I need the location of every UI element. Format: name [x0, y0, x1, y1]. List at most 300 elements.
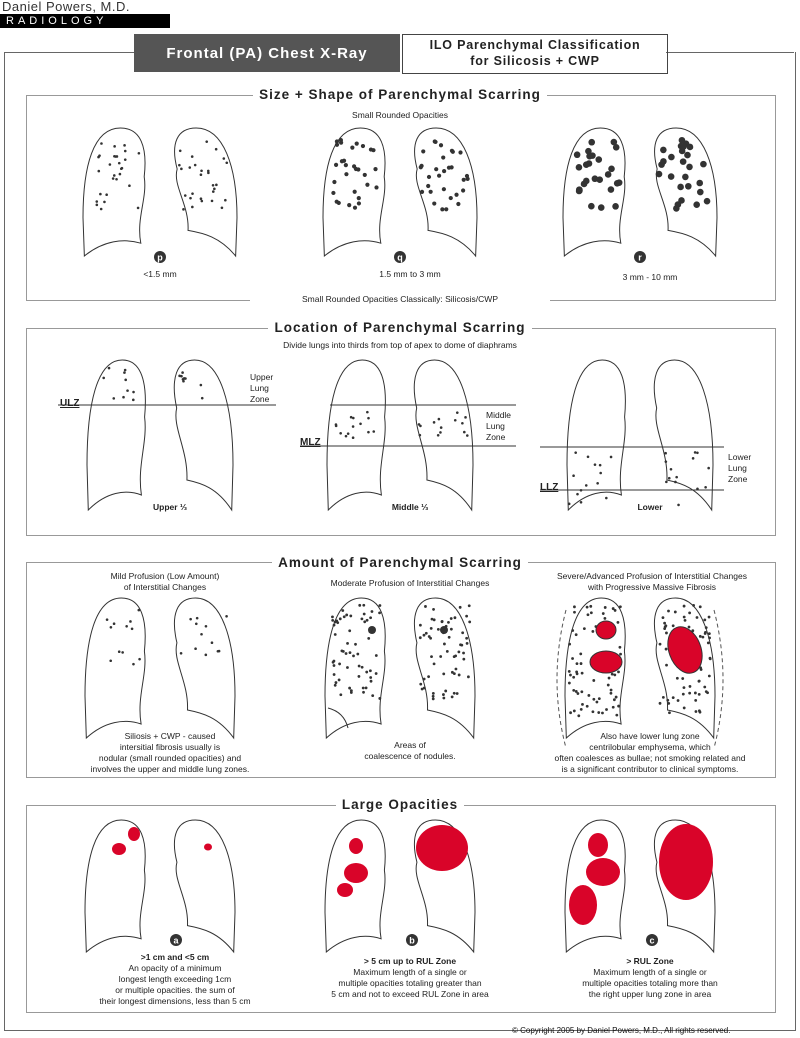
nodule-dot [423, 678, 426, 681]
small-opacity-dot [95, 200, 98, 203]
nodule-dot [448, 636, 451, 639]
small-opacity-dot [605, 171, 612, 178]
nodule-dot [709, 657, 712, 660]
nodule-dot [453, 692, 456, 695]
nodule-dot [432, 698, 435, 701]
nodule-dot [451, 695, 454, 698]
nodule-dot [334, 621, 337, 624]
nodule-dot [352, 425, 355, 428]
nodule-dot [465, 637, 468, 640]
nodule-dot [338, 679, 341, 682]
nodule-dot [211, 641, 214, 644]
nodule-dot [361, 666, 364, 669]
nodule-dot [708, 616, 711, 619]
nodule-dot [442, 672, 445, 675]
nodule-dot [665, 460, 668, 463]
nodule-dot [468, 620, 471, 623]
large-note-b: > 5 cm up to RUL Zone Maximum length of a single or multiple opacities totaling greater than 5 cm and not to exceed RUL Zone in area [331, 956, 489, 999]
nodule-dot [331, 619, 334, 622]
small-opacity-dot [331, 191, 335, 195]
small-opacity-dot [421, 149, 425, 153]
nodule-dot [200, 633, 203, 636]
nodule-dot [572, 676, 575, 679]
nodule-dot [189, 618, 192, 621]
nodule-dot [333, 624, 336, 627]
small-opacity-dot [180, 168, 183, 171]
small-opacity-dot [668, 154, 675, 161]
nodule-dot [365, 686, 368, 689]
right-lung-outline [567, 360, 625, 510]
badge-c-letter: c [649, 935, 655, 946]
nodule-dot [348, 629, 351, 632]
small-opacity-dot [429, 190, 433, 194]
small-opacity-dot [697, 189, 704, 196]
nodule-dot [183, 377, 186, 380]
nodule-dot [428, 635, 431, 638]
nodule-dot [458, 674, 461, 677]
large-opacity [586, 858, 620, 886]
pleural-outline [557, 610, 566, 748]
nodule-dot [705, 626, 708, 629]
small-opacity-dot [335, 143, 339, 147]
small-opacity-dot [687, 144, 694, 151]
copyright-notice: © Copyright 2005 by Daniel Powers, M.D., All rights reserved. [512, 1026, 731, 1035]
nodule-dot [708, 636, 711, 639]
small-opacity-dot [215, 184, 218, 187]
nodule-dot [617, 705, 620, 708]
small-opacity-dot [353, 206, 357, 210]
small-opacity-dot [680, 143, 687, 150]
nodule-dot [596, 482, 599, 485]
nodule-dot [345, 652, 348, 655]
nodule-dot [461, 631, 464, 634]
nodule-dot [343, 615, 346, 618]
nodule-dot [102, 377, 105, 380]
nodule-dot [433, 662, 436, 665]
nodule-dot [586, 606, 589, 609]
small-opacity-dot [441, 155, 445, 159]
nodule-dot [423, 634, 426, 637]
nodule-dot [442, 697, 445, 700]
small-opacity-dot [194, 164, 197, 167]
nodule-dot [659, 702, 662, 705]
nodule-dot [576, 692, 579, 695]
subtitle-line-2: for Silicosis + CWP [470, 54, 600, 68]
nodule-dot [225, 615, 228, 618]
small-opacity-dot [365, 183, 369, 187]
small-opacity-dot [677, 184, 684, 191]
nodule-dot [684, 619, 687, 622]
badge-p-letter: p [157, 252, 163, 263]
small-opacity-dot [361, 144, 365, 148]
nodule-dot [358, 604, 361, 607]
small-opacity-dot [458, 150, 462, 154]
nodule-dot [369, 616, 372, 619]
nodule-dot [573, 710, 576, 713]
large-opacity [344, 863, 368, 883]
nodule-dot [181, 371, 184, 374]
nodule-dot [109, 659, 112, 662]
small-opacity-dot [112, 177, 115, 180]
nodule-dot [674, 481, 677, 484]
nodule-dot [604, 617, 607, 620]
amount-heading-moderate: Moderate Profusion of Interstitial Changes [330, 578, 490, 588]
nodule-dot [594, 463, 597, 466]
nodule-dot [672, 696, 675, 699]
location-caption-lower: Lower [637, 502, 663, 512]
nodule-dot [182, 380, 185, 383]
small-opacity-dot [224, 199, 227, 202]
nodule-dot [611, 673, 614, 676]
small-opacity-dot [205, 140, 208, 143]
nodule-dot [180, 375, 183, 378]
nodule-dot [112, 397, 115, 400]
size-section-title: Size + Shape of Parenchymal Scarring [0, 87, 800, 102]
small-opacity-dot [98, 154, 101, 157]
nodule-dot [586, 705, 589, 708]
small-opacity-dot [696, 180, 703, 187]
nodule-dot [358, 665, 361, 668]
small-opacity-dot [668, 173, 675, 180]
small-opacity-dot [344, 163, 348, 167]
nodule-dot [124, 369, 127, 372]
nodule-dot [443, 643, 446, 646]
right-lung-outline [85, 598, 145, 738]
small-opacity-dot [207, 172, 210, 175]
badge-q-letter: q [397, 252, 403, 263]
small-opacity-dot [113, 145, 116, 148]
zone-label-middle: Middle Lung Zone [486, 410, 512, 442]
nodule-dot [346, 666, 349, 669]
zone-label-upper: Upper Lung Zone [250, 372, 274, 404]
small-opacity-dot [440, 207, 444, 211]
nodule-dot [599, 464, 602, 467]
small-opacity-dot [337, 201, 341, 205]
nodule-dot [346, 642, 349, 645]
nodule-dot [331, 615, 334, 618]
nodule-dot [587, 694, 590, 697]
nodule-dot [696, 616, 699, 619]
nodule-dot [345, 435, 348, 438]
nodule-dot [591, 630, 594, 633]
nodule-dot [121, 651, 124, 654]
nodule-dot [708, 632, 711, 635]
small-opacity-dot [439, 143, 443, 147]
nodule-dot [118, 650, 121, 653]
small-opacity-dot [344, 172, 348, 176]
small-opacity-dot [454, 193, 458, 197]
small-opacity-dot [357, 196, 361, 200]
nodule-dot [707, 641, 710, 644]
small-opacity-dot [109, 163, 112, 166]
nodule-dot [195, 622, 198, 625]
nodule-dot [367, 431, 370, 434]
nodule-dot [467, 675, 470, 678]
nodule-dot [124, 379, 127, 382]
size-top-caption: Small Rounded Opacities [352, 110, 448, 120]
nodule-dot [592, 679, 595, 682]
department-label: RADIOLOGY [0, 14, 170, 28]
nodule-dot [703, 686, 706, 689]
nodule-dot [442, 693, 445, 696]
small-opacity-dot [588, 139, 595, 146]
small-opacity-dot [679, 137, 686, 144]
nodule-dot [576, 493, 579, 496]
nodule-dot [568, 643, 571, 646]
nodule-dot [668, 477, 671, 480]
nodule-dot [674, 611, 677, 614]
nodule-dot [334, 633, 337, 636]
nodule-dot [349, 615, 352, 618]
nodule-dot [681, 677, 684, 680]
small-opacity-dot [585, 148, 592, 155]
nodule-dot [439, 655, 442, 658]
nodule-dot [571, 657, 574, 660]
nodule-dot [138, 658, 141, 661]
nodule-dot [465, 615, 468, 618]
nodule-dot [694, 692, 697, 695]
small-opacity-dot [200, 197, 203, 200]
nodule-dot [338, 663, 341, 666]
amount-section-title: Amount of Parenchymal Scarring [0, 555, 800, 570]
nodule-dot [108, 367, 111, 370]
badge-b-letter: b [409, 935, 415, 946]
nodule-dot [694, 699, 697, 702]
nodule-dot [569, 674, 572, 677]
nodule-dot [432, 695, 435, 698]
nodule-dot [348, 687, 351, 690]
nodule-dot [350, 416, 353, 419]
nodule-dot [605, 497, 608, 500]
nodule-dot [419, 636, 422, 639]
nodule-dot [619, 646, 622, 649]
nodule-dot [379, 604, 382, 607]
nodule-dot [665, 648, 668, 651]
nodule-dot [455, 668, 458, 671]
small-opacity-dot [350, 146, 354, 150]
nodule-dot [574, 451, 577, 454]
nodule-dot [668, 711, 671, 714]
nodule-dot [441, 620, 444, 623]
nodule-dot [137, 609, 140, 612]
nodule-dot [359, 423, 362, 426]
small-opacity-dot [596, 176, 603, 183]
pleural-outline [714, 610, 723, 748]
small-opacity-dot [353, 190, 357, 194]
small-opacity-dot [700, 161, 707, 168]
nodule-dot [683, 686, 686, 689]
nodule-dot [663, 622, 666, 625]
nodule-dot [583, 627, 586, 630]
nodule-dot [573, 611, 576, 614]
nodule-dot [664, 624, 667, 627]
small-opacity-dot [656, 171, 663, 178]
nodule-dot [569, 711, 572, 714]
small-opacity-dot [212, 190, 215, 193]
nodule-dot [615, 714, 618, 717]
nodule-dot [457, 650, 460, 653]
nodule-dot [580, 690, 583, 693]
small-opacity-dot [419, 165, 423, 169]
nodule-dot [613, 673, 616, 676]
right-lung-outline [87, 360, 145, 510]
small-opacity-dot [612, 203, 619, 210]
nodule-dot [369, 676, 372, 679]
large-opacity [416, 825, 468, 871]
small-opacity-dot [179, 150, 182, 153]
small-opacity-dot [103, 201, 106, 204]
nodule-dot [419, 683, 422, 686]
amount-note-moderate: Areas of coalescence of nodules. [364, 740, 456, 761]
nodule-dot [444, 690, 447, 693]
small-opacity-dot [686, 164, 693, 171]
nodule-dot [369, 669, 372, 672]
nodule-dot [440, 426, 443, 429]
nodule-dot [371, 610, 374, 613]
nodule-dot [433, 421, 436, 424]
small-opacity-dot [347, 203, 351, 207]
small-opacity-dot [465, 174, 469, 178]
large-opacity [588, 833, 608, 857]
nodule-dot [335, 681, 338, 684]
nodule-dot [466, 434, 469, 437]
small-opacity-dot [352, 164, 356, 168]
nodule-dot [339, 617, 342, 620]
nodule-dot [576, 672, 579, 675]
small-opacity-dot [444, 207, 448, 211]
small-opacity-dot [685, 183, 692, 190]
nodule-dot [106, 618, 109, 621]
nodule-dot [367, 637, 370, 640]
nodule-dot [667, 702, 670, 705]
nodule-dot [689, 685, 692, 688]
nodule-dot [682, 693, 685, 696]
nodule-dot [612, 706, 615, 709]
nodule-dot [688, 626, 691, 629]
small-opacity-dot [588, 203, 595, 210]
small-opacity-dot [660, 158, 667, 165]
small-opacity-dot [225, 161, 228, 164]
nodule-dot [599, 472, 602, 475]
nodule-dot [459, 606, 462, 609]
small-opacity-dot [456, 202, 460, 206]
nodule-dot [358, 675, 361, 678]
nodule-dot [339, 432, 342, 435]
nodule-dot [688, 692, 691, 695]
small-opacity-dot [437, 174, 441, 178]
nodule-dot [122, 396, 125, 399]
location-subtitle: Divide lungs into thirds from top of apex to dome of diaphrams [283, 340, 517, 350]
coalesced-nodule [440, 626, 448, 634]
author-name: Daniel Powers, M.D. [2, 0, 130, 14]
small-opacity-dot [339, 138, 343, 142]
nodule-dot [589, 605, 592, 608]
nodule-dot [604, 606, 607, 609]
massive-fibrosis-mass [590, 651, 622, 673]
nodule-dot [592, 710, 595, 713]
location-caption-middle: Middle ⅓ [391, 502, 429, 512]
nodule-dot [573, 605, 576, 608]
nodule-dot [571, 629, 574, 632]
nodule-dot [592, 698, 595, 701]
nodule-dot [667, 610, 670, 613]
small-opacity-dot [211, 200, 214, 203]
nodule-dot [666, 699, 669, 702]
nodule-dot [446, 650, 449, 653]
small-opacity-dot [97, 170, 100, 173]
large-opacity [128, 827, 140, 841]
nodule-dot [601, 712, 604, 715]
left-lung-outline [175, 128, 237, 256]
nodule-dot [462, 658, 465, 661]
left-lung-outline [174, 820, 235, 952]
nodule-dot [663, 627, 666, 630]
nodule-dot [349, 651, 352, 654]
amount-heading-severe: Severe/Advanced Profusion of Interstitial Changes with Progressive Massive Fibrosis [557, 571, 747, 592]
nodule-dot [333, 673, 336, 676]
nodule-dot [125, 625, 128, 628]
nodule-dot [335, 423, 338, 426]
nodule-dot [670, 468, 673, 471]
nodule-dot [365, 671, 368, 674]
nodule-dot [362, 687, 365, 690]
small-opacity-dot [182, 208, 185, 211]
nodule-dot [427, 675, 430, 678]
size-caption-r: 3 mm - 10 mm [622, 272, 678, 282]
nodule-dot [352, 654, 355, 657]
nodule-dot [585, 484, 588, 487]
small-opacity-dot [442, 169, 446, 173]
nodule-dot [704, 486, 707, 489]
nodule-dot [370, 680, 373, 683]
small-opacity-dot [369, 147, 373, 151]
nodule-dot [617, 621, 620, 624]
small-opacity-dot [334, 163, 338, 167]
nodule-dot [180, 652, 183, 655]
nodule-dot [363, 613, 366, 616]
nodule-dot [352, 436, 355, 439]
nodule-dot [350, 691, 353, 694]
nodule-dot [688, 611, 691, 614]
large-note-a: >1 cm and <5 cm An opacity of a minimum longest length exceeding 1cm or multiple opacities. the sum of their longest dimensions, less than 5 cm [99, 952, 251, 1006]
small-opacity-dot [200, 169, 203, 172]
nodule-dot [432, 608, 435, 611]
nodule-dot [579, 653, 582, 656]
nodule-dot [590, 611, 593, 614]
small-opacity-dot [682, 174, 689, 181]
small-opacity-dot [373, 167, 377, 171]
nodule-dot [437, 628, 440, 631]
nodule-dot [194, 647, 197, 650]
right-lung-outline [325, 598, 385, 738]
nodule-dot [201, 397, 204, 400]
small-opacity-dot [680, 158, 687, 165]
nodule-dot [431, 618, 434, 621]
nodule-dot [356, 653, 359, 656]
nodule-dot [698, 709, 701, 712]
nodule-dot [675, 476, 678, 479]
nodule-dot [439, 431, 442, 434]
small-opacity-dot [426, 184, 430, 188]
small-opacity-dot [201, 200, 204, 203]
nodule-dot [456, 692, 459, 695]
small-opacity-dot [128, 184, 131, 187]
large-opacity [337, 883, 353, 897]
amount-heading-mild: Mild Profusion (Low Amount) of Interstitial Changes [110, 571, 220, 592]
nodule-dot [699, 635, 702, 638]
small-opacity-dot [200, 173, 203, 176]
small-opacity-dot [462, 178, 466, 182]
